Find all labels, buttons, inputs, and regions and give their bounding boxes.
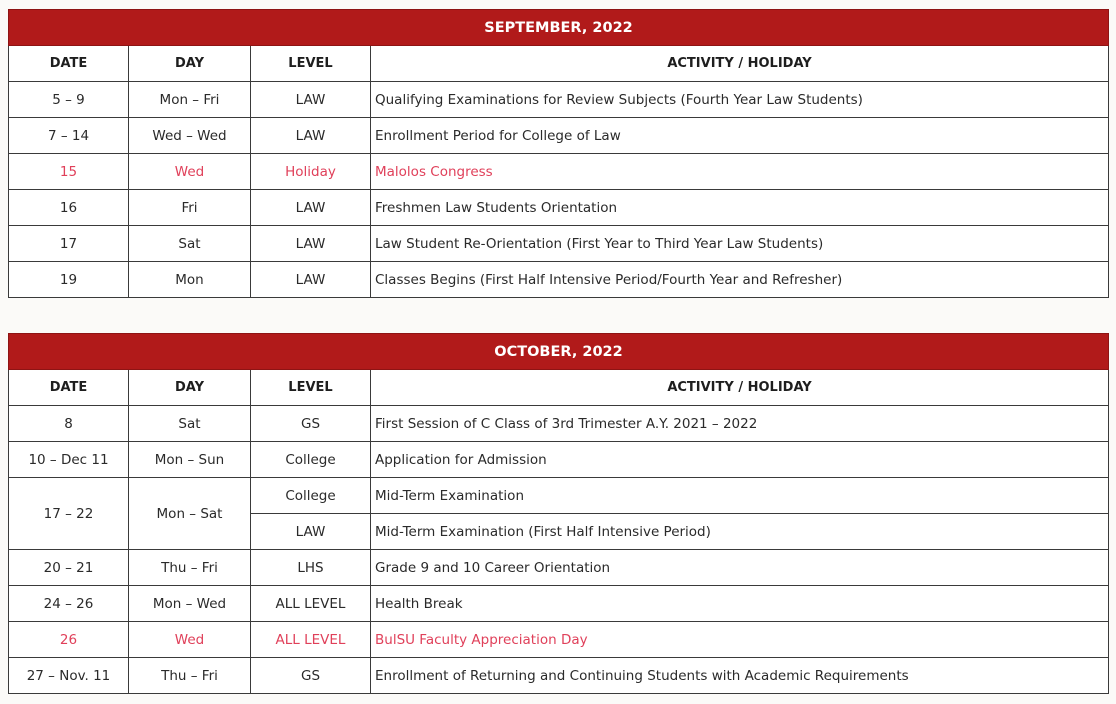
- day-cell: Sat: [129, 226, 251, 262]
- month-title-september: SEPTEMBER, 2022: [9, 10, 1109, 46]
- day-cell: Wed – Wed: [129, 118, 251, 154]
- activity-cell: Application for Admission: [371, 442, 1109, 478]
- day-cell: Sat: [129, 406, 251, 442]
- header-level: LEVEL: [251, 46, 371, 82]
- day-cell: Wed: [129, 622, 251, 658]
- table-row: [9, 118, 1109, 154]
- activity-cell: Law Student Re-Orientation (First Year to Third Year Law Students): [371, 226, 1109, 262]
- date-cell: 16: [9, 190, 129, 226]
- activity-cell: Health Break: [371, 586, 1109, 622]
- table-row: [9, 550, 1109, 586]
- level-cell: College: [251, 478, 371, 514]
- table-row: [9, 82, 1109, 118]
- level-cell: LAW: [251, 226, 371, 262]
- level-cell: LAW: [251, 190, 371, 226]
- activity-cell: Enrollment of Returning and Continuing Students with Academic Requirements: [371, 658, 1109, 694]
- activity-cell: Qualifying Examinations for Review Subjects (Fourth Year Law Students): [371, 82, 1109, 118]
- date-cell: 15: [9, 154, 129, 190]
- header-activity: ACTIVITY / HOLIDAY: [371, 46, 1109, 82]
- day-cell: Thu – Fri: [129, 658, 251, 694]
- activity-cell: Grade 9 and 10 Career Orientation: [371, 550, 1109, 586]
- table-row: [9, 190, 1109, 226]
- header-day: DAY: [129, 370, 251, 406]
- level-cell: LAW: [251, 118, 371, 154]
- table-row: [9, 262, 1109, 298]
- date-cell: 8: [9, 406, 129, 442]
- holiday-row: [9, 154, 1109, 190]
- date-cell: 26: [9, 622, 129, 658]
- date-cell: 27 – Nov. 11: [9, 658, 129, 694]
- header-day: DAY: [129, 46, 251, 82]
- date-cell: 20 – 21: [9, 550, 129, 586]
- date-cell: 7 – 14: [9, 118, 129, 154]
- header-level: LEVEL: [251, 370, 371, 406]
- day-cell: Mon – Wed: [129, 586, 251, 622]
- date-cell: 17 – 22: [9, 478, 129, 550]
- day-cell: Mon – Fri: [129, 82, 251, 118]
- level-cell: ALL LEVEL: [251, 622, 371, 658]
- day-cell: Wed: [129, 154, 251, 190]
- september-calendar-table: [8, 9, 1109, 298]
- header-date: DATE: [9, 370, 129, 406]
- date-cell: 10 – Dec 11: [9, 442, 129, 478]
- table-row: [9, 658, 1109, 694]
- day-cell: Fri: [129, 190, 251, 226]
- date-cell: 17: [9, 226, 129, 262]
- level-cell: College: [251, 442, 371, 478]
- day-cell: Mon – Sun: [129, 442, 251, 478]
- date-cell: 24 – 26: [9, 586, 129, 622]
- level-cell: GS: [251, 406, 371, 442]
- activity-cell: Malolos Congress: [371, 154, 1109, 190]
- activity-cell: Enrollment Period for College of Law: [371, 118, 1109, 154]
- date-cell: 19: [9, 262, 129, 298]
- activity-cell: Mid-Term Examination (First Half Intensive Period): [371, 514, 1109, 550]
- level-cell: ALL LEVEL: [251, 586, 371, 622]
- month-title-october: OCTOBER, 2022: [9, 334, 1109, 370]
- october-calendar-table: [8, 333, 1109, 694]
- table-row: [9, 442, 1109, 478]
- date-cell: 5 – 9: [9, 82, 129, 118]
- activity-cell: BulSU Faculty Appreciation Day: [371, 622, 1109, 658]
- table-row: [9, 586, 1109, 622]
- level-cell: LAW: [251, 82, 371, 118]
- header-date: DATE: [9, 46, 129, 82]
- activity-cell: Mid-Term Examination: [371, 478, 1109, 514]
- level-cell: Holiday: [251, 154, 371, 190]
- table-row: [9, 226, 1109, 262]
- holiday-row: [9, 622, 1109, 658]
- level-cell: GS: [251, 658, 371, 694]
- activity-cell: Freshmen Law Students Orientation: [371, 190, 1109, 226]
- activity-cell: Classes Begins (First Half Intensive Period/Fourth Year and Refresher): [371, 262, 1109, 298]
- level-cell: LAW: [251, 262, 371, 298]
- level-cell: LAW: [251, 514, 371, 550]
- day-cell: Mon: [129, 262, 251, 298]
- table-row: [9, 478, 1109, 514]
- header-activity: ACTIVITY / HOLIDAY: [371, 370, 1109, 406]
- table-row: [9, 406, 1109, 442]
- activity-cell: First Session of C Class of 3rd Trimester A.Y. 2021 – 2022: [371, 406, 1109, 442]
- day-cell: Mon – Sat: [129, 478, 251, 550]
- day-cell: Thu – Fri: [129, 550, 251, 586]
- level-cell: LHS: [251, 550, 371, 586]
